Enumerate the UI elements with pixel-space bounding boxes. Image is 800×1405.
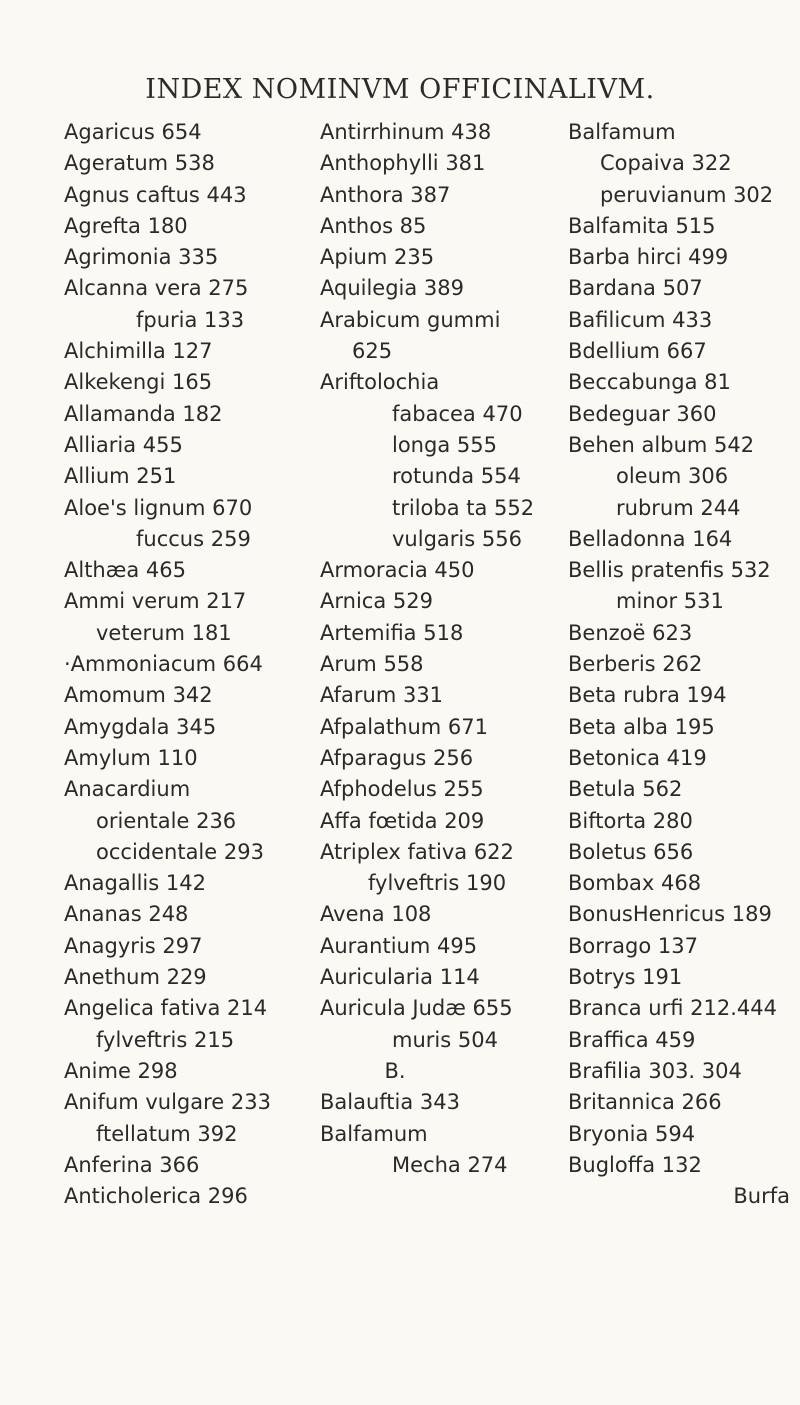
index-entry: Anifum vulgare 233	[64, 1090, 271, 1115]
index-entry: Berberis 262	[568, 652, 703, 677]
page-title: INDEX NOMINVM OFFICINALIVM.	[145, 74, 655, 105]
index-entry: Arnica 529	[320, 589, 433, 614]
index-entry: Afparagus 256	[320, 745, 474, 770]
index-entry: Bdellium 667	[568, 339, 707, 364]
index-entry: Althæa 465	[64, 558, 186, 583]
index-entry: Armoracia 450	[320, 558, 475, 583]
index-entry: rubrum 244	[616, 495, 741, 520]
index-entry: Allamanda 182	[64, 401, 223, 426]
index-entry: Ammi verum 217	[64, 589, 247, 614]
index-entry: Bombax 468	[568, 871, 702, 896]
index-entry: Agrimonia 335	[64, 245, 219, 270]
index-entry: Arabicum gummi	[320, 307, 501, 332]
index-entry: Bafilicum 433	[568, 307, 713, 332]
index-column-2	[320, 117, 560, 1181]
index-entry: Agrefta 180	[64, 213, 188, 238]
index-entry: Auricularia 114	[320, 965, 480, 990]
index-entry: 625	[352, 339, 393, 364]
index-entry: Auricula Judæ 655	[320, 996, 513, 1021]
index-entry: Balfamita 515	[568, 213, 716, 238]
index-entry: Balfamum	[320, 1121, 428, 1146]
index-entry: Britannica 266	[568, 1090, 722, 1115]
index-entry: longa 555	[392, 432, 497, 457]
index-entry: Betula 562	[568, 777, 683, 802]
index-entry: Botrys 191	[568, 965, 683, 990]
index-entry: muris 504	[392, 1027, 498, 1052]
index-entry: Benzoë 623	[568, 620, 693, 645]
index-entry: Anthora 387	[320, 182, 451, 207]
index-entry: minor 531	[616, 589, 724, 614]
index-entry: Aloe's lignum 670	[64, 495, 253, 520]
index-entry: Branca urfi 212.444	[568, 996, 777, 1021]
index-entry: Aquilegia 389	[320, 276, 465, 301]
index-entry: BonusHenricus 189	[568, 902, 772, 927]
index-entry: Braffica 459	[568, 1027, 696, 1052]
index-entry: Anthophylli 381	[320, 151, 486, 176]
index-entry: Amomum 342	[64, 683, 213, 708]
index-entry: Affa fœtida 209	[320, 808, 485, 833]
index-entry: Agaricus 654	[64, 120, 202, 144]
index-entry: Alcanna vera 275	[64, 276, 249, 301]
index-entry: Bugloffa 132	[568, 1152, 702, 1177]
index-entry: Agnus caftus 443	[64, 182, 247, 207]
index-entry: Boletus 656	[568, 839, 694, 864]
index-entry: oleum 306	[616, 464, 729, 489]
index-entry: B.	[384, 1058, 406, 1083]
index-entry: Ananas 248	[64, 902, 189, 927]
index-entry: Artemifia 518	[320, 620, 464, 645]
index-entry: Bedeguar 360	[568, 401, 717, 426]
index-entry: Anethum 229	[64, 965, 207, 990]
index-column-1	[64, 117, 314, 1212]
index-entry: rotunda 554	[392, 464, 521, 489]
index-entry: Bardana 507	[568, 276, 703, 301]
index-entry: Ariftolochia	[320, 370, 440, 395]
index-entry: Beta alba 195	[568, 714, 715, 739]
index-entry: orientale 236	[96, 808, 237, 833]
index-entry: Biftorta 280	[568, 808, 693, 833]
index-entry: occidentale 293	[96, 839, 264, 864]
index-entry: peruvianum 302	[600, 182, 774, 207]
index-entry: Anthos 85	[320, 213, 427, 238]
index-entry: Anagyris 297	[64, 933, 203, 958]
index-entry: fpuria 133	[136, 307, 245, 332]
index-entry: fabacea 470	[392, 401, 523, 426]
index-entry: Aurantium 495	[320, 933, 478, 958]
index-entry: Anferina 366	[64, 1152, 200, 1177]
index-entry: Anagallis 142	[64, 871, 206, 896]
index-entry: Antirrhinum 438	[320, 120, 492, 144]
index-entry: Anime 298	[64, 1058, 178, 1083]
index-entry: fuccus 259	[136, 526, 251, 551]
index-entry: Ageratum 538	[64, 151, 215, 176]
index-entry: Brafilia 303. 304	[568, 1058, 742, 1083]
index-entry: triloba ta 552	[392, 495, 535, 520]
index-entry: veterum 181	[96, 620, 232, 645]
index-entry: Bryonia 594	[568, 1121, 696, 1146]
index-entry: Barba hirci 499	[568, 245, 729, 270]
index-entry: fylveftris 190	[368, 871, 507, 896]
index-entry: Anacardium	[64, 777, 191, 802]
index-entry: fylveftris 215	[96, 1027, 235, 1052]
index-entry: Amylum 110	[64, 745, 198, 770]
index-entry: Afphodelus 255	[320, 777, 484, 802]
index-entry: Burfa	[733, 1184, 790, 1209]
index-entry: Copaiva 322	[600, 151, 732, 176]
index-entry: Bellis pratenfis 532	[568, 558, 771, 583]
index-entry: vulgaris 556	[392, 526, 522, 551]
index-entry: Beccabunga 81	[568, 370, 731, 395]
index-entry: Belladonna 164	[568, 526, 733, 551]
index-entry: Allium 251	[64, 464, 177, 489]
index-entry: Angelica fativa 214	[64, 996, 268, 1021]
index-entry: ·Ammoniacum 664	[64, 652, 263, 677]
index-entry: Afarum 331	[320, 683, 444, 708]
index-entry: Borrago 137	[568, 933, 698, 958]
index-entry: Alchimilla 127	[64, 339, 213, 364]
index-entry: Alkekengi 165	[64, 370, 213, 395]
index-entry: Behen album 542	[568, 432, 755, 457]
index-entry: Balauftia 343	[320, 1090, 461, 1115]
index-entry: Afpalathum 671	[320, 714, 488, 739]
index-entry: Mecha 274	[392, 1152, 508, 1177]
index-column-3	[568, 117, 800, 1212]
index-entry: Anticholerica 296	[64, 1184, 248, 1209]
index-entry: Betonica 419	[568, 745, 707, 770]
index-entry: Apium 235	[320, 245, 435, 270]
index-entry: Beta rubra 194	[568, 683, 727, 708]
index-entry: Balfamum	[568, 120, 676, 144]
index-entry: Atriplex fativa 622	[320, 839, 514, 864]
index-entry: Alliaria 455	[64, 432, 183, 457]
index-entry: Avena 108	[320, 902, 432, 927]
index-entry: Arum 558	[320, 652, 424, 677]
index-entry: Amygdala 345	[64, 714, 217, 739]
index-entry: ftellatum 392	[96, 1121, 238, 1146]
